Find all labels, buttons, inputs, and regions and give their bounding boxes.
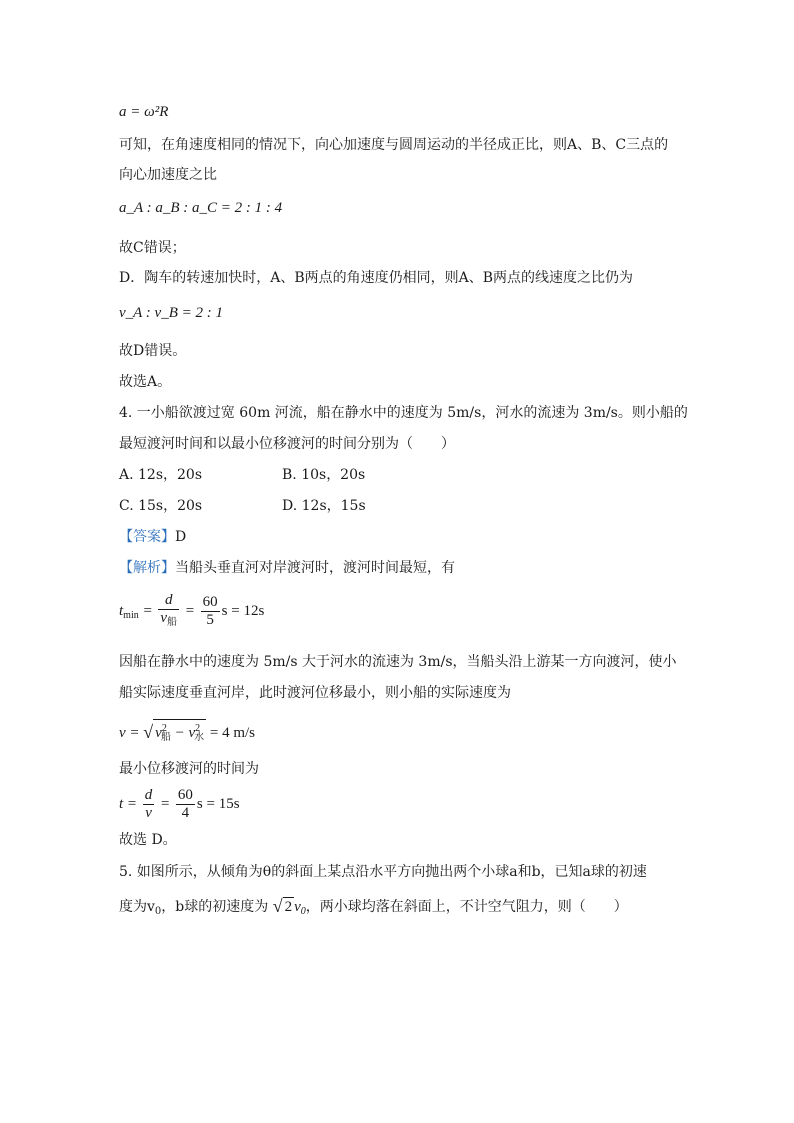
analysis-text: 当船头垂直河对岸渡河时，渡河时间最短，有 <box>175 560 455 576</box>
question-5-stem-cont: 度为$v_0$，b球的初速度为 √ 2 $v_0$，两小球均落在斜面上，不计空气阻力，则（ ） <box>119 896 628 917</box>
answer-tag: 【答案】 <box>119 529 175 545</box>
text-line: D．陶车的转速加快时，A、B两点的角速度仍相同，则A、B两点的线速度之比仍为 <box>119 270 634 286</box>
formula-ratio-vel: v_A : v_B = 2 : 1 <box>119 305 223 321</box>
option-c: C. 15s，20s <box>119 498 203 514</box>
analysis-tag: 【解析】 <box>119 560 175 576</box>
text-line: 故选A。 <box>119 374 172 390</box>
text-line: 船实际速度垂直河岸，此时渡河位移最小，则小船的实际速度为 <box>119 685 511 701</box>
text-line: 向心加速度之比 <box>119 167 217 183</box>
text-line: 可知，在角速度相同的情况下，向心加速度与圆周运动的半径成正比，则A、B、C三点的 <box>119 137 669 153</box>
formula-centripetal: a = ω²R <box>119 104 169 120</box>
question-4-stem: 4. 一小船欲渡过宽 60m 河流，船在静水中的速度为 5m/s，河水的流速为 3m/s。则小船的 <box>119 405 688 421</box>
formula-velocity: v = √ $v^2_船 - v^2_水 = 4$ m/s <box>119 719 255 747</box>
option-b: B. 10s，20s <box>282 467 366 483</box>
option-a: A. 12s，20s <box>119 467 203 483</box>
question-5-stem: 5. 如图所示，从倾角为θ的斜面上某点沿水平方向抛出两个小球a和b，已知a球的初速 <box>119 864 647 880</box>
option-d: D. 12s，15s <box>282 498 366 514</box>
answer-value: D <box>175 529 187 545</box>
answer-line <box>119 527 186 547</box>
formula-time: t = $\frac{d}{v}$ = $\frac{60}{4}$ s = 15s <box>119 787 240 821</box>
text-line: 故C错误； <box>119 240 186 256</box>
text-line: 故D错误。 <box>119 343 187 359</box>
analysis-line <box>119 558 455 578</box>
formula-ratio-acc: a_A : a_B : a_C = 2 : 1 : 4 <box>119 200 283 216</box>
formula-tmin: $t_{min}$ = $\frac{d}{v_船}$ = $\frac{60}{5}$ s = 12s <box>119 592 265 628</box>
text-line: 故选 D。 <box>119 832 177 848</box>
question-4-stem-cont: 最短渡河时间和以最小位移渡河的时间分别为（ ） <box>119 436 455 452</box>
text-line: 最小位移渡河的时间为 <box>119 761 259 777</box>
text-line: 因船在静水中的速度为 5m/s 大于河水的流速为 3m/s，当船头沿上游某一方向渡河，使小 <box>119 654 677 670</box>
